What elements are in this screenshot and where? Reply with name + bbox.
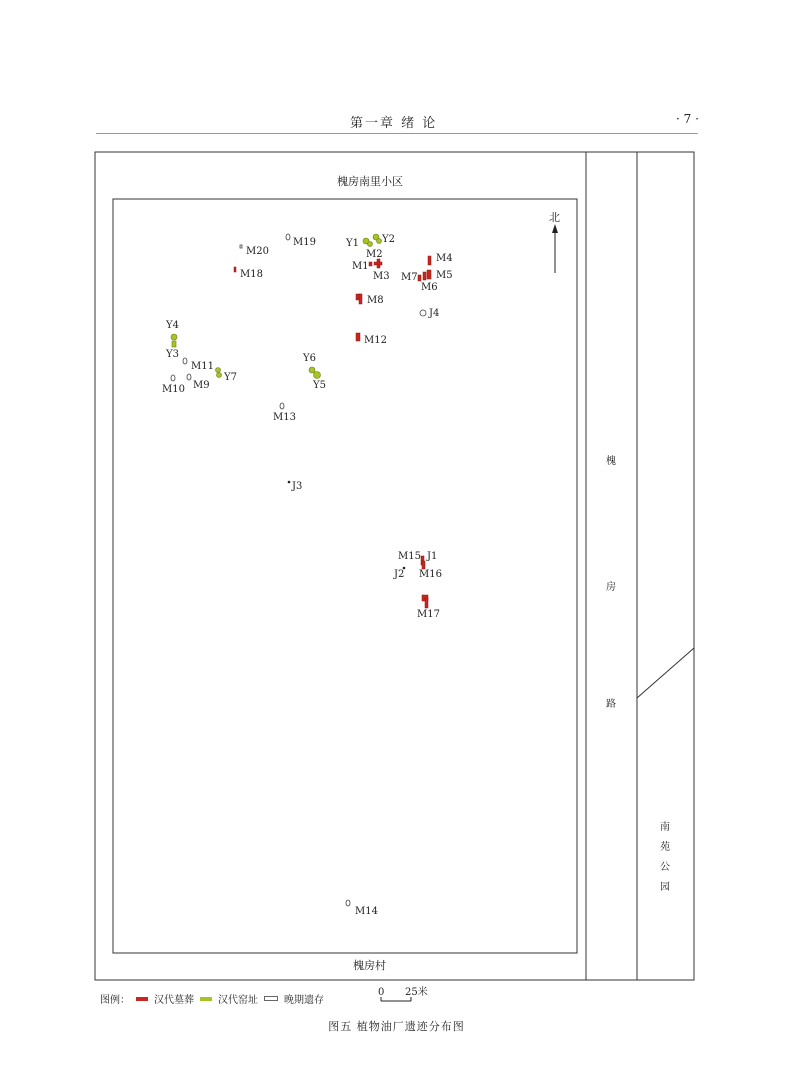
legend-han-kiln: 汉代窑址 [218,995,258,1006]
kiln-Y7b [217,373,222,378]
north-arrow-icon [552,224,558,273]
tomb-M5 [427,270,431,279]
outer-frame [95,152,694,980]
wells-dots [288,481,406,570]
well-J3 [288,481,291,484]
kiln-Y6 [309,367,315,373]
road-label-1: 槐 [606,456,616,467]
label-Y4: Y4 [166,320,179,331]
tomb-M17b [425,598,428,608]
label-M13: M13 [273,412,296,423]
scale-zero: 0 [378,987,385,998]
tomb-M6 [423,272,426,280]
han-kilns [171,234,382,379]
park-label-2: 苑 [660,842,670,853]
label-Y7: Y7 [224,372,237,383]
label-M18: M18 [240,269,263,280]
label-M16: M16 [419,569,442,580]
tomb-M3 [374,262,382,265]
late-M19 [286,234,290,240]
tomb-M12 [356,333,360,341]
label-Y2: Y2 [382,234,395,245]
late-remains-swatch-icon [264,996,278,1001]
road-label-2: 房 [606,582,616,593]
han-kiln-swatch-icon [200,997,212,1001]
label-Y5: Y5 [313,380,326,391]
tomb-M4 [428,256,431,265]
label-M15: M15 [398,551,421,562]
kiln-Y4 [171,334,177,340]
late-remains [171,234,426,906]
label-M6: M6 [421,282,438,293]
tomb-M18 [234,267,236,272]
label-J1: J1 [427,551,438,562]
legend-title: 图例： [100,995,130,1006]
park-label-1: 南 [660,822,670,833]
label-M7: M7 [401,272,418,283]
late-M14 [346,900,350,906]
legend-han-tomb: 汉代墓葬 [154,995,194,1006]
label-M8: M8 [367,295,384,306]
late-M10 [171,375,175,381]
label-J4: J4 [429,308,440,319]
area-top-label: 槐房南里小区 [337,175,403,188]
label-J2: J2 [394,569,405,580]
kiln-Y2b [377,239,382,244]
label-M2: M2 [366,249,383,260]
late-M11 [183,358,187,364]
tomb-M8b [359,294,362,304]
park-label-4: 园 [660,882,670,893]
han-tomb-swatch-icon [136,997,148,1001]
well-J4 [420,310,426,316]
tomb-M16 [422,561,425,569]
label-M4: M4 [436,253,453,264]
label-M9: M9 [193,380,210,391]
park-boundary [637,648,694,698]
label-M1: M1 [352,261,369,272]
area-bottom-label: 槐房村 [353,959,386,972]
late-M20 [240,245,242,248]
label-M17: M17 [417,609,440,620]
kiln-Y3 [172,341,176,347]
kiln-Y5 [314,372,321,379]
late-M9 [187,374,191,380]
label-M11: M11 [191,361,214,372]
map-legend [100,991,324,1006]
label-M19: M19 [293,237,316,248]
page-number: · 7 · [676,112,699,126]
label-M3: M3 [373,271,390,282]
north-label: 北 [549,211,560,224]
label-M12: M12 [364,335,387,346]
kiln-Y7a [216,368,221,373]
label-Y3: Y3 [166,349,179,360]
legend-late: 晚期遗存 [284,995,324,1006]
tomb-M7 [418,275,421,281]
label-M10: M10 [162,384,185,395]
park-label-3: 公 [660,862,670,873]
label-J3: J3 [292,481,303,492]
label-M14: M14 [355,906,378,917]
road-label-3: 路 [606,699,616,710]
scale-25m: 25米 [405,987,428,998]
label-M20: M20 [246,246,269,257]
tomb-M1 [369,262,372,266]
late-M13 [280,403,284,409]
figure-caption: 图五 植物油厂遗迹分布图 [328,1020,465,1033]
label-M5: M5 [436,270,453,281]
label-Y1: Y1 [346,238,359,249]
chapter-title: 第一章 绪 论 [350,116,438,131]
kiln-Y1b [368,242,373,247]
label-Y6: Y6 [303,353,316,364]
site-boundary [113,199,577,953]
